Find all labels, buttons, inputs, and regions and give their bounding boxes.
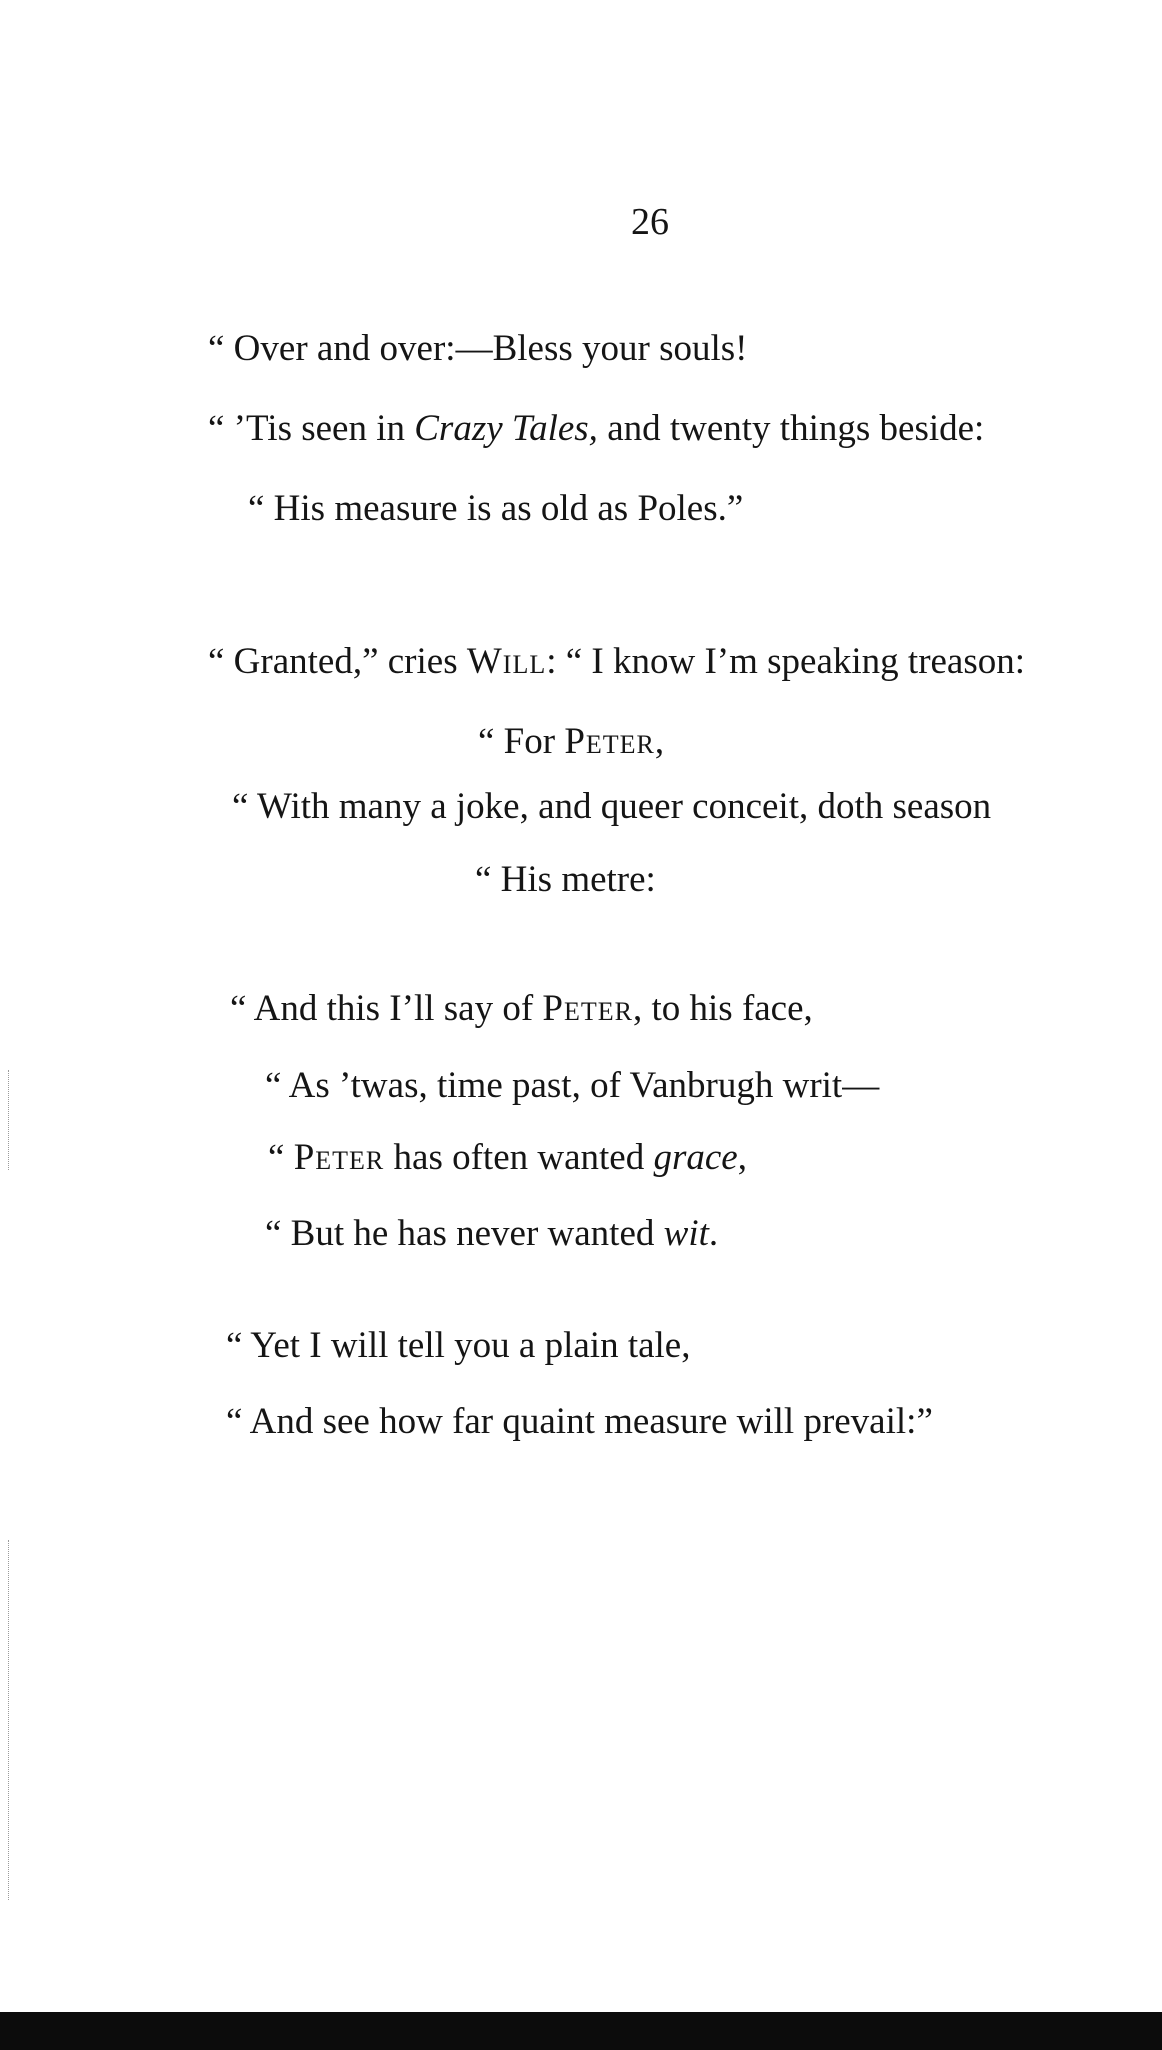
verse-text: and twenty things beside: [597, 408, 985, 449]
verse-text: “ But he has never wanted [265, 1213, 664, 1254]
italic-word: wit [663, 1213, 709, 1254]
italic-title: Crazy Tales, [414, 408, 598, 449]
verse-line [230, 990, 813, 1027]
verse-line [265, 1067, 879, 1104]
character-name: Will [466, 641, 547, 682]
verse-text: “ And see how far quaint measure will prevail:” [226, 1401, 933, 1442]
margin-speckle [8, 1070, 11, 1170]
verse-text: “ His metre: [475, 859, 656, 900]
verse-line [232, 788, 991, 825]
margin-speckle [8, 1540, 11, 1900]
verse-text: “ For [478, 721, 565, 762]
page-number: 26 [631, 201, 669, 243]
verse-line [268, 1139, 747, 1176]
verse-text: , to his face, [632, 988, 813, 1029]
verse-text: “ Yet I will tell you a plain tale, [226, 1325, 691, 1366]
verse-text: , [737, 1137, 747, 1178]
verse-text: has often wanted [384, 1137, 654, 1178]
verse-line [226, 1327, 690, 1364]
verse-line [208, 643, 1025, 680]
verse-text: , [654, 721, 665, 762]
verse-text: “ As ’twas, time past, of Vanbrugh writ— [265, 1065, 880, 1106]
character-name: Peter [564, 721, 655, 762]
character-name: Peter [542, 988, 633, 1029]
verse-text: “ Over and over:—Bless your souls! [208, 328, 748, 369]
verse-line [208, 410, 984, 447]
verse-line [265, 1215, 718, 1252]
verse-text: “ His measure is as old as Poles.” [248, 488, 744, 529]
verse-text: “ And this I’ll say of [230, 988, 543, 1029]
verse-line [226, 1403, 933, 1440]
verse-text: . [708, 1213, 719, 1254]
italic-word: grace [653, 1137, 738, 1178]
verse-text: “ With many a joke, and queer conceit, doth season [232, 786, 992, 827]
verse-line [475, 861, 656, 898]
scan-edge-bar [0, 2012, 1162, 2050]
verse-text: “ [268, 1137, 294, 1178]
verse-text: “ Granted,” cries [208, 641, 467, 682]
verse-line [208, 330, 747, 367]
character-name: Peter [293, 1137, 385, 1178]
verse-text: “ ’Tis seen in [208, 408, 415, 449]
verse-text: : “ I know I’m speaking treason: [546, 641, 1026, 682]
verse-line [248, 490, 743, 527]
verse-line [478, 723, 664, 760]
